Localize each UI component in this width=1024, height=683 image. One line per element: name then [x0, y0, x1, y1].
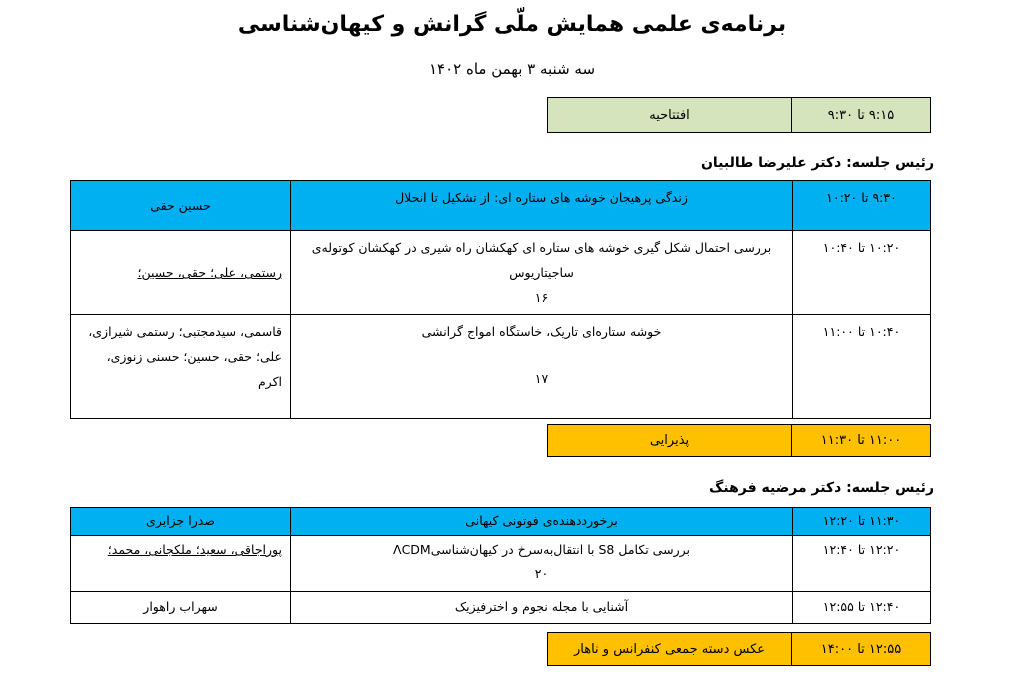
talk-title: بررسی احتمال شکل گیری خوشه های ستاره ای کهکشان راه شیری در کهکشان کوتوله‌ی ساجیتاریوس [311, 240, 772, 280]
session-time: ۱۱:۳۰ تا ۱۲:۲۰ [793, 508, 931, 536]
talk-title: برخورددهنده‌ی فوتونی کیهانی [291, 508, 793, 536]
session-time: ۱۲:۴۰ تا ۱۲:۵۵ [793, 592, 931, 624]
presenters: پوراجاقی، سعید؛ ملکجانی، محمد؛ [71, 536, 291, 592]
talk-cell [291, 315, 793, 419]
table-row [71, 536, 931, 592]
session2-chair: رئیس جلسه: دکتر مرضیه فرهنگ [709, 480, 934, 496]
page-title: برنامه‌ی علمی همایش ملّی گرانش و کیهان‌شناسی [237, 12, 787, 37]
talk-number: ۱۶ [534, 290, 549, 305]
session1-table [70, 180, 931, 419]
table-row [71, 508, 931, 536]
talk-title: آشنایی با مجله نجوم و اخترفیزیک [291, 592, 793, 624]
session2-table [70, 507, 931, 624]
table-row [71, 592, 931, 624]
table-row [71, 315, 931, 419]
talk-title: خوشه ستاره‌ای تاریک، خاستگاه امواج گرانشی [421, 324, 662, 339]
session-time: ۹:۳۰ تا ۱۰:۲۰ [793, 181, 931, 231]
photo-label: عکس دسته جمعی کنفرانس و ناهار [573, 641, 766, 657]
presenters: صدرا جزایری [71, 508, 291, 536]
presenters: حسین حقی [71, 181, 291, 231]
talk-number: ۱۷ [534, 371, 549, 386]
opening-time: ۹:۱۵ تا ۹:۳۰ [791, 98, 930, 132]
talk-cell [291, 536, 793, 592]
session1-chair: رئیس جلسه: دکتر علیرضا طالبیان [700, 155, 934, 171]
talk-number: ۲۰ [534, 566, 549, 581]
break-row [547, 424, 931, 457]
session-time: ۱۰:۴۰ تا ۱۱:۰۰ [793, 315, 931, 419]
photo-time: ۱۲:۵۵ تا ۱۴:۰۰ [791, 633, 930, 665]
table-row [71, 231, 931, 315]
break-time: ۱۱:۰۰ تا ۱۱:۳۰ [791, 425, 930, 456]
presenters: رستمی، علی؛ حقی، حسین؛ [71, 231, 291, 315]
session-time: ۱۲:۲۰ تا ۱۲:۴۰ [793, 536, 931, 592]
opening-row [547, 97, 931, 133]
talk-title: بررسی تکامل S8 با انتقال‌به‌سرخ در کیهان‌شناسیΛCDM [393, 542, 690, 557]
photo-lunch-row [547, 632, 931, 666]
page-subtitle: سه شنبه ۳ بهمن ماه ۱۴۰۲ [428, 60, 596, 78]
table-row [71, 181, 931, 231]
presenters: سهراب راهوار [71, 592, 291, 624]
talk-cell [291, 231, 793, 315]
opening-label: افتتاحیه [649, 107, 690, 123]
break-label: پذیرایی [649, 433, 690, 448]
presenters: قاسمی، سیدمجتبی؛ رستمی شیرازی، علی؛ حقی، حسین؛ حسنی زنوزی، اکرم [71, 315, 291, 419]
session-time: ۱۰:۲۰ تا ۱۰:۴۰ [793, 231, 931, 315]
talk-title: زندگی پرهیجان خوشه های ستاره ای: از تشکیل تا انحلال [291, 181, 793, 231]
